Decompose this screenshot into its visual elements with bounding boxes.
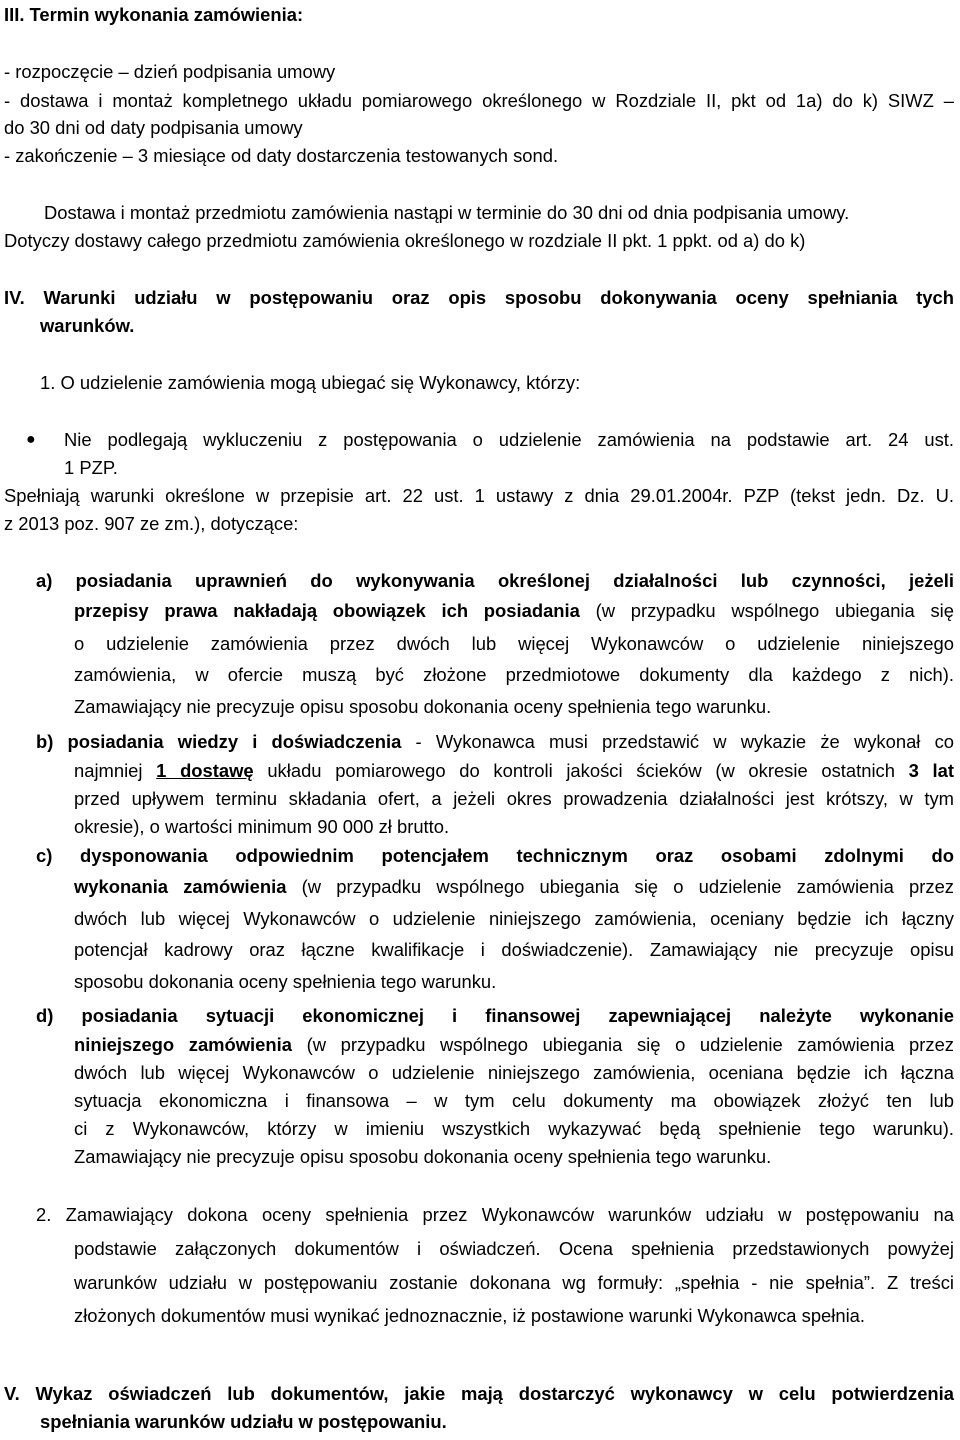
- s4-spelniaja-line-2: z 2013 poz. 907 ze zm.), dotyczące:: [4, 513, 299, 534]
- s3-line-3: do 30 dni od daty podpisania umowy: [4, 117, 303, 138]
- section-5-title: V. Wykaz oświadczeń lub dokumentów, jakie mają dostarczyć wykonawcy w celu potwierdzenia: [4, 1383, 954, 1404]
- point-2-line-2: podstawie załączonych dokumentów i oświadczeń. Ocena spełnienia przedstawionych powyżej: [74, 1238, 954, 1259]
- item-c-line-4: potencjał kadrowy oraz łączne kwalifikacje i doświadczenie). Zamawiający nie precyzuje opisu: [74, 939, 954, 960]
- s3-line-1: - rozpoczęcie – dzień podpisania umowy: [4, 61, 336, 82]
- section-4-title: IV. Warunki udziału w postępowaniu oraz opis sposobu dokonywania oceny spełniania tych: [4, 287, 954, 308]
- item-c-line-1: c) dysponowania odpowiednim potencjałem technicznym oraz osobami zdolnymi do: [36, 845, 954, 866]
- section-5-title-cont: spełniania warunków udziału w postępowaniu.: [40, 1411, 447, 1432]
- item-b-line-3: przed upływem terminu składania ofert, a jeżeli okres prowadzenia działalności jest krótszy, w tym: [74, 788, 954, 809]
- s4-point-1: 1. O udzielenie zamówienia mogą ubiegać się Wykonawcy, którzy:: [40, 372, 581, 393]
- point-2-line-3: warunków udziału w postępowaniu zostanie dokonana wg formuły: „spełnia - nie spełnia”. Z treści: [74, 1272, 954, 1293]
- section-3-title: III. Termin wykonania zamówienia:: [4, 4, 304, 25]
- item-c-line-2: wykonania zamówienia (w przypadku wspólnego ubiegania się o udzielenie zamówienia przez: [74, 876, 954, 897]
- s4-spelniaja-line-1: Spełniają warunki określone w przepisie art. 22 ust. 1 ustawy z dnia 29.01.2004r. PZP (tekst jedn. Dz. U.: [4, 485, 954, 506]
- item-a-line-1: a) posiadania uprawnień do wykonywania określonej działalności lub czynności, jeżeli: [36, 570, 954, 591]
- item-d-line-6: Zamawiający nie precyzuje opisu sposobu dokonania oceny spełnienia tego warunku.: [74, 1146, 772, 1167]
- s3-note-1: Dostawa i montaż przedmiotu zamówienia nastąpi w terminie do 30 dni od dnia podpisania umowy.: [44, 202, 850, 223]
- item-c-line-3: dwóch lub więcej Wykonawców o udzielenie niniejszego zamówienia, oceniany będzie ich łączny: [74, 908, 954, 929]
- s4-bullet-line-1: Nie podlegają wykluczeniu z postępowania o udzielenie zamówienia na podstawie art. 24 ust.: [64, 429, 954, 450]
- s3-note-2: Dotyczy dostawy całego przedmiotu zamówienia określonego w rozdziale II pkt. 1 ppkt. od a) do k): [4, 230, 806, 251]
- item-b-line-1: b) posiadania wiedzy i doświadczenia - Wykonawca musi przedstawić w wykazie że wykonał co: [36, 731, 954, 752]
- item-b-line-4: okresie), o wartości minimum 90 000 zł brutto.: [74, 816, 450, 837]
- section-4-title-cont: warunków.: [40, 315, 135, 336]
- point-2-line-4: złożonych dokumentów musi wynikać jednoznacznie, iż postawione warunki Wykonawca spełnia.: [74, 1305, 866, 1326]
- bullet-icon: ●: [26, 431, 36, 448]
- item-d-line-2: niniejszego zamówienia (w przypadku wspólnego ubiegania się o udzielenie zamówienia przez: [74, 1034, 955, 1055]
- item-a-line-2: przepisy prawa nakładają obowiązek ich posiadania (w przypadku wspólnego ubiegania się: [74, 600, 954, 621]
- item-a-line-5: Zamawiający nie precyzuje opisu sposobu dokonania oceny spełnienia tego warunku.: [74, 696, 772, 717]
- item-a-line-4: zamówienia, w ofercie muszą być złożone przedmiotowe dokumenty dla każdego z nich).: [74, 664, 954, 685]
- item-d-line-1: d) posiadania sytuacji ekonomicznej i finansowej zapewniającej należyte wykonanie: [36, 1005, 954, 1026]
- s4-bullet-line-2: 1 PZP.: [64, 457, 118, 478]
- item-d-line-3: dwóch lub więcej Wykonawców o udzielenie niniejszego zamówienia, oceniana będzie ich łączna: [74, 1062, 954, 1083]
- item-b-line-2: najmniej 1 dostawę układu pomiarowego do kontroli jakości ścieków (w okresie ostatnich 3 lat: [74, 760, 954, 781]
- point-2-line-1: 2. Zamawiający dokona oceny spełnienia przez Wykonawców warunków udziału w postępowaniu na: [36, 1204, 954, 1225]
- s3-line-2: - dostawa i montaż kompletnego układu pomiarowego określonego w Rozdziale II, pkt od 1a) do k) SIWZ –: [4, 90, 954, 111]
- s3-line-4: - zakończenie – 3 miesiące od daty dostarczenia testowanych sond.: [4, 145, 559, 166]
- item-a-line-3: o udzielenie zamówienia przez dwóch lub więcej Wykonawców o udzielenie niniejszego: [74, 633, 954, 654]
- item-c-line-5: sposobu dokonania oceny spełnienia tego warunku.: [74, 971, 497, 992]
- item-d-line-4: sytuacja ekonomiczna i finansowa – w tym celu dokumenty ma obowiązek złożyć ten lub: [74, 1090, 954, 1111]
- item-d-line-5: ci z Wykonawców, którzy w imieniu wszystkich wykazywać będą spełnienie tego warunku).: [74, 1118, 954, 1139]
